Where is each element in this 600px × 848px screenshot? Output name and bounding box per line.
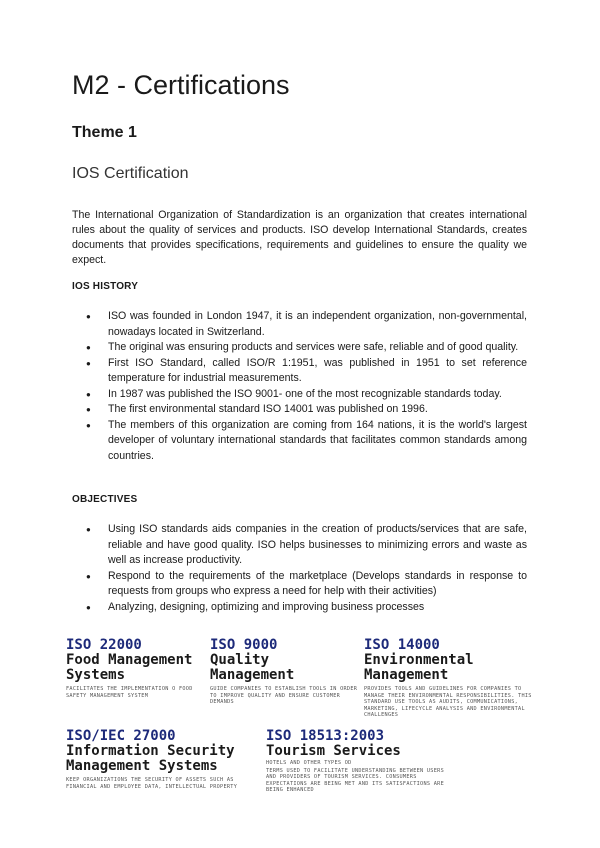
standard-description: TERMS USED TO FACILITATE UNDERSTANDING BETWEEN USERS AND PROVIDERS OF TOURISM SERVICES. CONSUMERS EXPECTATIONS ARE BEING MET AND ITS SATISFACTIONS ARE BEING ENHANCED	[266, 767, 445, 793]
iso-22000-logo	[66, 637, 206, 699]
standard-subtitle: HOTELS AND OTHER TYPES OD	[266, 760, 352, 766]
standard-code: ISO 14000	[364, 637, 440, 653]
list-item: ● Analyzing, designing, optimizing and improving business processes	[72, 600, 527, 616]
list-item: ● In 1987 was published the ISO 9001- one of the most recognizable standards today.	[72, 387, 527, 403]
standard-description: GUIDE COMPANIES TO ESTABLISH TOOLS IN ORDER TO IMPROVE QUALITY AND ENSURE CUSTOMER DEMANDS	[210, 686, 358, 705]
list-item: ● Respond to the requirements of the marketplace (Develops standards in response to requests from groups who express a need for help with their activities)	[72, 569, 527, 600]
iso-9000-logo	[210, 637, 358, 706]
standard-code: ISO 9000	[210, 637, 278, 653]
standard-name: Environmental	[364, 652, 474, 668]
list-item: ● The members of this organization are coming from 164 nations, it is the world's largest developer of voluntary international standards that facilitates common standards among countries.	[72, 418, 527, 465]
standard-description: FACILITATES THE IMPLEMENTATION O FOOD SAFETY MANAGEMENT SYSTEM	[66, 686, 193, 699]
standard-name: Quality	[210, 652, 270, 668]
history-heading: IOS HISTORY	[72, 281, 139, 292]
standard-name: Tourism Services	[266, 743, 401, 759]
standard-name: Information Security	[66, 743, 235, 759]
section-subtitle: IOS Certification	[72, 165, 189, 182]
standard-name: Management Systems	[66, 758, 218, 774]
page-title: M2 - Certifications	[72, 70, 290, 100]
standard-name: Management	[210, 667, 295, 683]
iso-18513-logo	[266, 728, 456, 794]
objectives-heading: OBJECTIVES	[72, 494, 138, 505]
iso-iec-27000-logo	[66, 728, 251, 790]
history-list	[72, 309, 527, 464]
standard-description: KEEP ORGANIZATIONS THE SECURITY OF ASSETS SUCH AS FINANCIAL AND EMPLOYEE DATA, INTELLECTUAL PROPERTY	[66, 777, 238, 790]
standard-code: ISO 22000	[66, 637, 142, 653]
standard-name: Systems	[66, 667, 126, 683]
standard-code: ISO/IEC 27000	[66, 728, 176, 744]
standard-name: Management	[364, 667, 449, 683]
iso-14000-logo	[364, 637, 534, 719]
standard-code: ISO 18513:2003	[266, 728, 385, 744]
standard-description: PROVIDES TOOLS AND GUIDELINES FOR COMPANIES TO MANAGE THEIR ENVIRONMENTAL RESPONSIBILITIES. THIS STANDARD USE TOOLS AS AUDITS, COMMUNICATIONS, MARKETING, LIFECYCLE ANALYSIS AND ENVIRONMENTAL CHALLENGES	[364, 686, 532, 718]
list-item: ● ISO was founded in London 1947, it is an independent organization, non-governmental, nowadays located in Switzerland.	[72, 309, 527, 340]
list-item: ● The original was ensuring products and services were safe, reliable and of good quality.	[72, 340, 527, 356]
theme-heading: Theme 1	[72, 124, 137, 141]
objectives-list	[72, 522, 527, 615]
list-item: ● First ISO Standard, called ISO/R 1:1951, was published in 1951 to set reference temperature for industrial measurements.	[72, 356, 527, 387]
list-item: ● The first environmental standard ISO 14001 was published on 1996.	[72, 402, 527, 418]
list-item: ● Using ISO standards aids companies in the creation of products/services that are safe, reliable and have good quality. ISO helps businesses to minimizing errors and waste as well as increase productivity.	[72, 522, 527, 569]
standard-name: Food Management	[66, 652, 193, 668]
intro-paragraph: The International Organization of Standardization is an organization that creates international rules about the quality of services and products. ISO develop International Standards, creates documents that provides specifications, requirements and guidelines to ensure the quality we expect.	[72, 209, 527, 266]
